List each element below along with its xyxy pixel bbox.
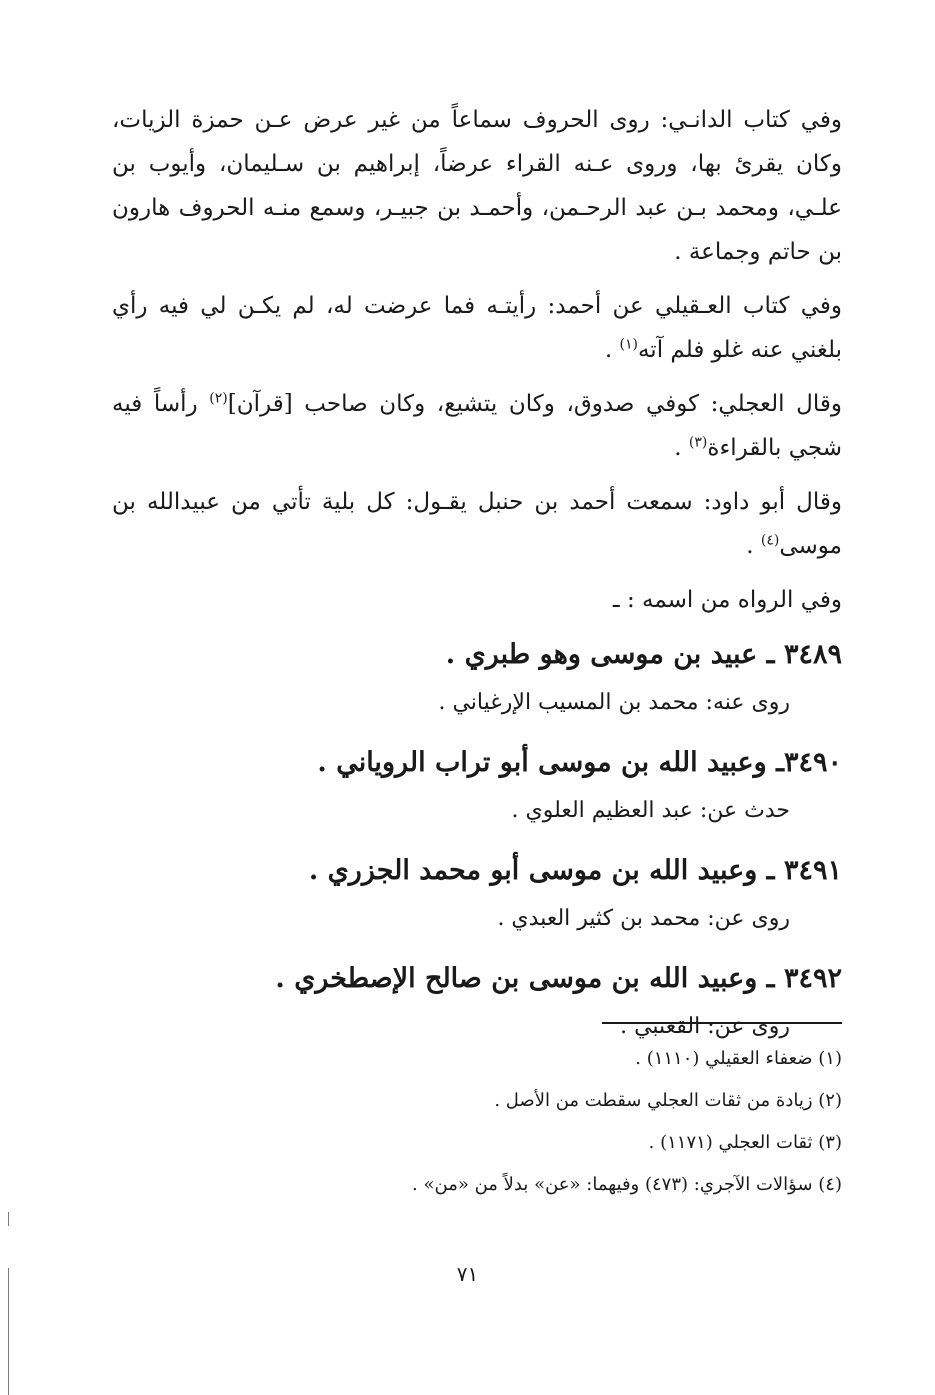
entry-detail: حدث عن: عبد العظيم العلوي . bbox=[511, 798, 790, 823]
footnote-ref-3: (٣) bbox=[688, 434, 708, 451]
paragraph-text: وفي الرواه من اسمه : ـ bbox=[612, 587, 842, 613]
entry-detail: روى عن: محمد بن كثير العبدي . bbox=[497, 906, 790, 931]
paragraph-dani bbox=[112, 98, 842, 274]
footnote-2: (٢) زيادة من ثقات العجلي سقطت من الأصل . bbox=[494, 1090, 842, 1111]
footnote-ref-2: (٢) bbox=[209, 390, 228, 407]
paragraph-text: وقال العجلي: كوفي صدوق، وكان يتشيع، وكان صاحب [قرآن] bbox=[227, 391, 842, 417]
entry-detail: روى عن: القعنبي . bbox=[620, 1014, 790, 1039]
paragraph-text: وفي كتاب العـقيلي عن أحمد: رأيتـه فما عرضت له، لم يكـن لي فيه رأي بلغني عنه غلو فلم آته bbox=[112, 293, 842, 363]
footnotes bbox=[330, 1022, 842, 1206]
entry-title: ٣٤٨٩ ـ عبيد بن موسى وهو طبري . bbox=[445, 639, 842, 670]
scan-edge-mark bbox=[8, 1268, 9, 1395]
footnote-1: (١) ضعفاء العقيلي (١١١٠) . bbox=[635, 1048, 842, 1069]
paragraph-end: . bbox=[674, 435, 689, 461]
entry-3489 bbox=[112, 630, 842, 724]
main-text bbox=[112, 98, 842, 1062]
paragraph-text: وفي كتاب الدانـي: روى الحروف سماعاً من غير عرض عـن حمزة الزيات، وكان يقرئ بها، وروى عـنه القراء عرضاً، إبراهيم بن سـليمان، وأيوب بن علـي، ومحمد بـن عبد الرحـمن، وأحمـد بن جبيـر، وسمع منـه الحروف هارون بن حاتم وجماعة . bbox=[112, 107, 842, 265]
entry-title: ٣٤٩١ ـ وعبيد الله بن موسى أبو محمد الجزري . bbox=[308, 855, 842, 886]
footnote-ref-4: (٤) bbox=[760, 532, 780, 549]
page-number: ٧١ bbox=[456, 1262, 479, 1286]
scan-edge-mark bbox=[8, 1212, 9, 1226]
footnote-divider bbox=[602, 1022, 842, 1024]
paragraph-text: وقال أبو داود: سمعت أحمد بن حنبل يقـول: كل بلية تأتي من عبيدالله بن موسى bbox=[112, 489, 842, 559]
footnote-ref-1: (١) bbox=[619, 336, 638, 353]
paragraph-end: . bbox=[604, 337, 620, 363]
footnote-3: (٣) ثقات العجلي (١١٧١) . bbox=[648, 1132, 842, 1153]
entry-3490 bbox=[112, 738, 842, 832]
paragraph-ijli bbox=[112, 382, 842, 470]
paragraph-abu-dawud bbox=[112, 480, 842, 568]
paragraph-uqaili bbox=[112, 284, 842, 372]
paragraph-narrators-heading bbox=[112, 578, 842, 622]
entry-detail: روى عنه: محمد بن المسيب الإرغياني . bbox=[438, 690, 790, 715]
entry-3491 bbox=[112, 846, 842, 940]
footnote-4: (٤) سؤالات الآجري: (٤٧٣) وفيهما: «عن» بدلاً من «من» . bbox=[412, 1174, 842, 1195]
paragraph-mid: رأساً فيه شجي بالقراءة bbox=[112, 391, 842, 461]
entry-title: ٣٤٩٢ ـ وعبيد الله بن موسى بن صالح الإصطخري . bbox=[275, 963, 842, 994]
paragraph-end: . bbox=[746, 533, 761, 559]
entry-title: ٣٤٩٠ـ وعبيد الله بن موسى أبو تراب الروياني . bbox=[317, 747, 842, 778]
